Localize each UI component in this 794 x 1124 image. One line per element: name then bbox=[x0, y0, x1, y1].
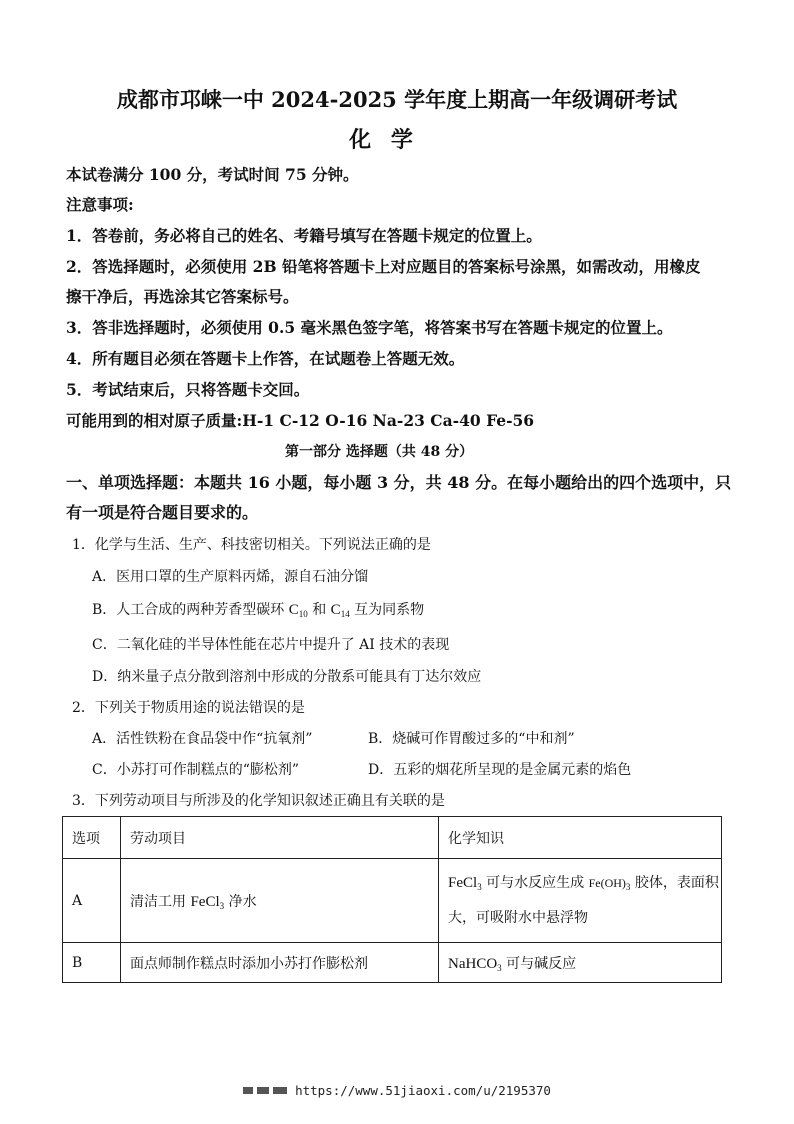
note-item: 3．答非选择题时，必须使用 0.5 毫米黑色签字笔，将答案书写在答题卡规定的位置上。 bbox=[66, 318, 673, 337]
table-cell-task: 面点师制作糕点时添加小苏打作膨松剂 bbox=[121, 943, 439, 983]
task-text: 清洁工用 bbox=[130, 893, 191, 910]
question-3-stem: 3．下列劳动项目与所涉及的化学知识叙述正确且有关联的是 bbox=[72, 793, 445, 809]
note-item: 1．答卷前，务必将自己的姓名、考籍号填写在答题卡规定的位置上。 bbox=[66, 226, 542, 245]
option-text: 和 bbox=[307, 602, 331, 618]
knowledge-line bbox=[448, 866, 721, 901]
note-item: 2．答选择题时，必须使用 2B 铅笔将答题卡上对应题目的答案标号涂黑，如需改动，用橡皮 bbox=[66, 257, 701, 276]
option-text: 互为同系物 bbox=[349, 602, 425, 618]
table-header-knowledge: 化学知识 bbox=[439, 817, 722, 859]
table-header-task: 劳动项目 bbox=[121, 817, 439, 859]
footer bbox=[0, 1082, 794, 1100]
table-cell-knowledge bbox=[439, 859, 722, 943]
question-2-option-d: D．五彩的烟花所呈现的是金属元素的焰色 bbox=[368, 762, 632, 778]
table-cell-option: A bbox=[63, 859, 121, 943]
subscript: 14 bbox=[340, 609, 350, 619]
subscript: 3 bbox=[219, 900, 225, 911]
knowledge-text: 可与水反应生成 bbox=[481, 874, 589, 891]
subscript: 3 bbox=[625, 881, 631, 892]
formula: C bbox=[288, 602, 299, 618]
formula: C bbox=[330, 602, 341, 618]
subscript: 3 bbox=[497, 962, 502, 973]
notes-heading: 注意事项: bbox=[66, 195, 134, 214]
formula: Fe(OH) bbox=[588, 875, 626, 890]
exam-title: 成都市邛崃一中 2024-2025 学年度上期高一年级调研考试 bbox=[116, 87, 678, 112]
table-header-row bbox=[63, 817, 722, 859]
section-instructions: 一、单项选择题：本题共 16 小题，每小题 3 分，共 48 分。在每小题给出的四个选项中，只 bbox=[66, 473, 732, 492]
question-1-option-b bbox=[92, 599, 424, 621]
table-cell-knowledge bbox=[439, 943, 722, 983]
atomic-masses: 可能用到的相对原子质量:H-1 C-12 O-16 Na-23 Ca-40 Fe-56 bbox=[66, 411, 535, 430]
subscript: 10 bbox=[298, 609, 308, 619]
question-3-table bbox=[62, 816, 722, 983]
score-line: 本试卷满分 100 分，考试时间 75 分钟。 bbox=[66, 165, 359, 184]
formula: FeCl bbox=[448, 874, 478, 891]
question-2-option-a: A．活性铁粉在食品袋中作“抗氧剂” bbox=[92, 731, 313, 747]
section-instructions-continued: 有一项是符合题目要求的。 bbox=[66, 503, 259, 522]
question-2-option-b: B．烧碱可作胃酸过多的“中和剂” bbox=[368, 731, 575, 747]
question-1-option-a: A．医用口罩的生产原料丙烯，源自石油分馏 bbox=[92, 569, 369, 585]
question-1-stem: 1．化学与生活、生产、科技密切相关。下列说法正确的是 bbox=[72, 537, 431, 553]
footer-url-link[interactable]: https://www.51jiaoxi.com/u/2195370 bbox=[295, 1083, 551, 1098]
table-row bbox=[63, 859, 722, 943]
table-cell-option: B bbox=[63, 943, 121, 983]
option-text: B．人工合成的两种芳香型碳环 bbox=[92, 602, 289, 618]
watermark-logo-icon bbox=[243, 1087, 287, 1094]
note-item: 4．所有题目必须在答题卡上作答，在试题卷上答题无效。 bbox=[66, 349, 465, 368]
knowledge-line: 大，可吸附水中悬浮物 bbox=[448, 909, 588, 926]
table-row bbox=[63, 943, 722, 983]
question-2-stem: 2．下列关于物质用途的说法错误的是 bbox=[72, 700, 305, 716]
knowledge-text: 胶体，表面积 bbox=[630, 874, 719, 891]
formula: NaHCO bbox=[448, 955, 498, 972]
knowledge-text: 可与碱反应 bbox=[501, 955, 577, 972]
question-1-option-c: C．二氧化硅的半导体性能在芯片中提升了 AI 技术的表现 bbox=[92, 637, 450, 653]
table-cell-task bbox=[121, 859, 439, 943]
note-item: 5．考试结束后，只将答题卡交回。 bbox=[66, 380, 310, 399]
subscript: 3 bbox=[477, 881, 482, 892]
question-2-option-c: C．小苏打可作制糕点的“膨松剂” bbox=[92, 762, 300, 778]
task-text: 净水 bbox=[224, 893, 257, 910]
question-1-option-d: D．纳米量子点分散到溶剂中形成的分散系可能具有丁达尔效应 bbox=[92, 669, 482, 685]
note-item-continued: 擦干净后，再选涂其它答案标号。 bbox=[66, 287, 299, 306]
table-header-option: 选项 bbox=[63, 817, 121, 859]
subject-title: 化 学 bbox=[349, 127, 419, 153]
formula: FeCl bbox=[190, 893, 220, 910]
part-heading: 第一部分 选择题（共 48 分） bbox=[285, 444, 474, 460]
